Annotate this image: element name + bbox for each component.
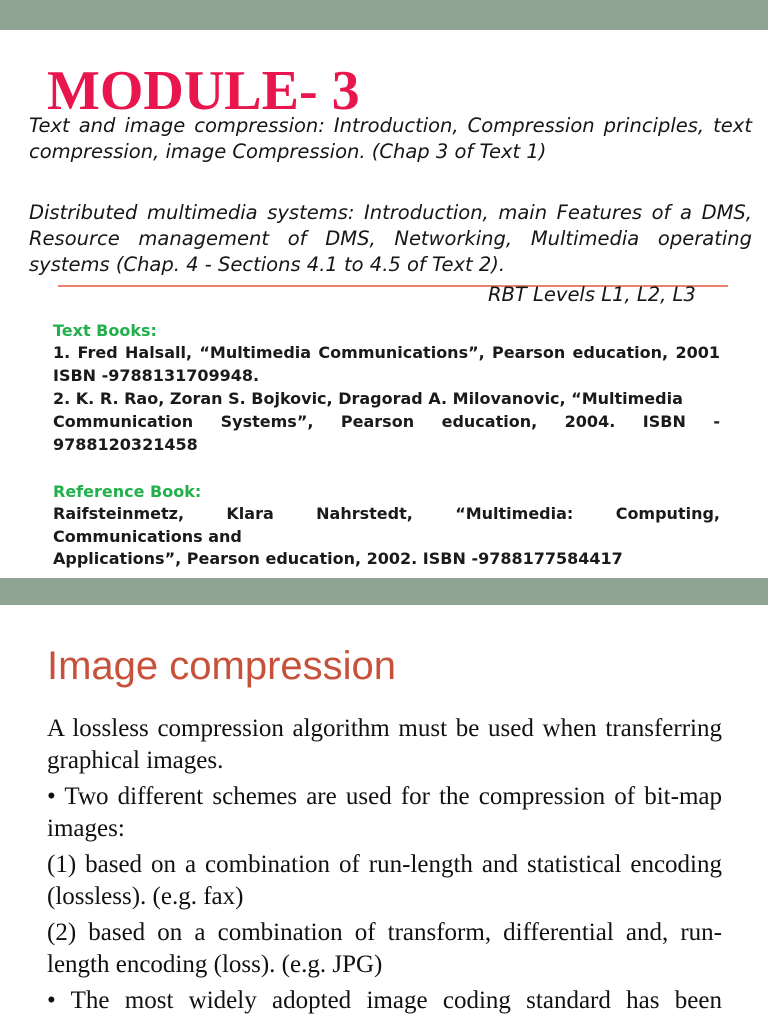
text-books-list bbox=[53, 341, 720, 456]
syllabus-paragraph bbox=[29, 200, 752, 278]
body-line: (1) based on a combination of run-length and statistical encoding bbox=[47, 851, 722, 878]
module-title: MODULE- 3 bbox=[47, 60, 360, 122]
text-books-heading: Text Books: bbox=[53, 321, 157, 340]
slide-title: Image compression bbox=[47, 644, 397, 688]
body-paragraph bbox=[47, 985, 722, 1017]
reference-book-list bbox=[53, 503, 720, 571]
body-line: (lossless). (e.g. fax) bbox=[47, 883, 244, 910]
book-line: Communications and bbox=[53, 526, 242, 546]
reference-book-heading: Reference Book: bbox=[53, 482, 202, 501]
book-line: ISBN -9788131709948. bbox=[53, 366, 260, 385]
syllabus-line: Resource management of DMS, Networking, Multimedia operating bbox=[29, 227, 752, 250]
slide-body bbox=[47, 713, 722, 1021]
rbt-levels: RBT Levels L1, L2, L3 bbox=[488, 283, 696, 306]
slide-image-compression bbox=[0, 605, 768, 1024]
book-line: Communication Systems”, Pearson education, 2004. ISBN - bbox=[53, 412, 720, 431]
body-paragraph bbox=[47, 781, 722, 845]
syllabus-line: Text and image compression: Introduction, Compression principles, text bbox=[29, 114, 752, 137]
syllabus-line: compression, image Compression. (Chap 3 of Text 1) bbox=[29, 140, 547, 163]
syllabus-paragraph bbox=[29, 113, 752, 165]
book-line: 9788120321458 bbox=[53, 435, 198, 454]
body-line: graphical images. bbox=[47, 747, 224, 774]
book-line: 1. Fred Halsall, “Multimedia Communications”, Pearson education, 2001 bbox=[53, 343, 720, 362]
body-line: (2) based on a combination of transform, differential and, run- bbox=[47, 919, 722, 946]
body-line: length encoding (loss). (e.g. JPG) bbox=[47, 951, 383, 978]
body-line: A lossless compression algorithm must be used when transferring bbox=[47, 715, 722, 742]
book-line: Raifsteinmetz, Klara Nahrstedt, “Multimedia: Computing, bbox=[53, 504, 720, 523]
body-line: images: bbox=[47, 815, 125, 842]
book-line: Applications”, Pearson education, 2002. ISBN -9788177584417 bbox=[53, 549, 623, 568]
body-paragraph bbox=[47, 713, 722, 777]
body-line: • Two different schemes are used for the compression of bit-map bbox=[47, 783, 722, 810]
book-line: 2. K. R. Rao, Zoran S. Bojkovic, Dragorad A. Milovanovic, “Multimedia bbox=[53, 389, 683, 408]
body-line: • The most widely adopted image coding standard has been bbox=[47, 987, 722, 1014]
slide-separator bbox=[0, 578, 768, 605]
body-paragraph bbox=[47, 917, 722, 981]
body-paragraph bbox=[47, 849, 722, 913]
slide-separator bbox=[0, 0, 768, 30]
slide-module-3 bbox=[0, 30, 768, 578]
syllabus-line: Distributed multimedia systems: Introduction, main Features of a DMS, bbox=[29, 201, 752, 224]
syllabus-line: systems (Chap. 4 - Sections 4.1 to 4.5 of Text 2). bbox=[29, 253, 506, 276]
